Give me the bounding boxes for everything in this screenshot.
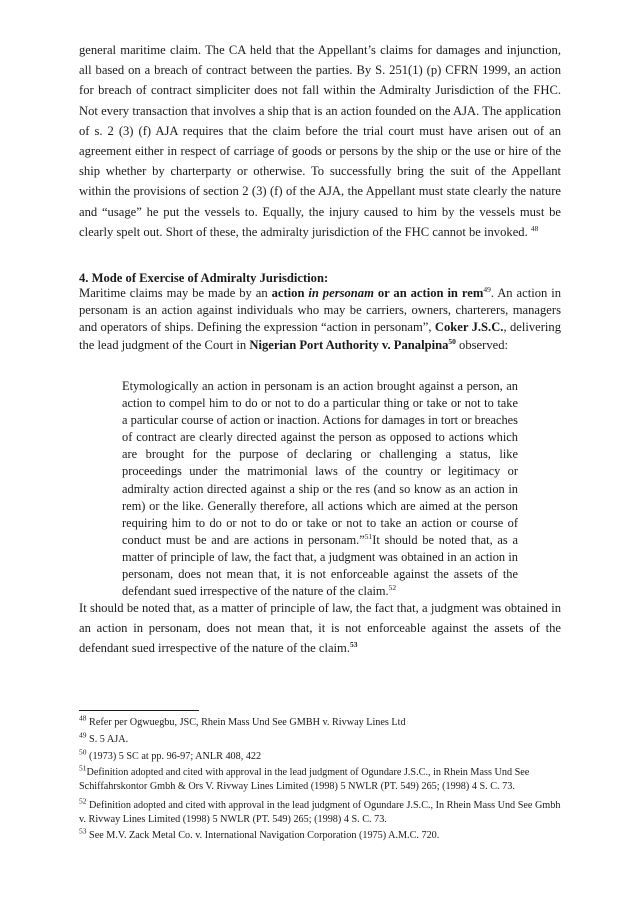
body-paragraph-1 [79,40,561,242]
body-paragraph-3 [79,598,561,659]
quote-text: Etymologically an action in personam is an action brought against a person, an action to compel him to do or not to do a particular thing or take or not to take a particular course of action or inaction. Actions for damages in tort or breaches of contract are clearly directed against the person as opposed to actions which are brought for the purpose of declaring or challenging a status, like proceedings under the matrimonial laws of the country or legitimacy or admiralty action directed against a ship or the res (and so know as an action in rem) or the like. Generally therefore, all actions which are aimed at the person requiring him to do or not to do or take or not to take an action or course of conduct must be and are actions in personam.” [122,379,518,547]
paragraph-text: general maritime claim. The CA held that the Appellant’s claims for damages and injunction, all based on a breach of contract between the parties. By S. 251(1) (p) CFRN 1999, an action for breach of contract simpliciter does not fall within the Admiralty Jurisdiction of the FHC. Not every transaction that involves a ship that is an action founded on the AJA. The application of s. 2 (3) (f) AJA requires that the claim before the trial court must have arisen out of an agreement either in respect of carriage of goods or persons by the ship or the use or hire of the ship whether by charterparty or otherwise. To successfully bring the suit of the Appellant within the provisions of section 2 (3) (f) of the AJA, the Appellant must state clearly the nature and “usage” he put the vessels to. Equally, the injury caused to him by the vessels must be clearly spelt out. Short of these, the admiralty jurisdiction of the FHC cannot be invoked. [79,43,561,239]
footnote-ref-49[interactable]: 49 [483,284,491,294]
footnote-51 [79,763,561,793]
quote-text: It should be noted that, as a matter of principle of law, the fact that, a judgment was obtained in an action in personam, does not mean that, it is not enforceable against the assets of the defendant sued irrespective of the nature of the claim. [122,532,518,599]
footnote-49 [79,730,561,747]
emphasis-action: action [271,286,309,300]
footnote-text: See M.V. Zack Metal Co. v. International Navigation Corporation (1975) A.M.C. 720. [86,830,440,841]
footnote-text: Refer per Ogwuegbu, JSC, Rhein Mass Und See GMBH v. Rivway Lines Ltd [86,717,406,728]
emphasis-in-personam: in personam [308,286,374,300]
footnote-50 [79,747,561,764]
paragraph-text: observed: [455,337,509,352]
footnote-text: (1973) 5 SC at pp. 96-97; ANLR 408, 422 [86,751,262,762]
footnote-ref-52[interactable]: 52 [388,583,397,592]
block-quote [122,378,518,600]
footnote-number: 51 [79,763,87,773]
footnote-number: 53 [79,826,87,836]
footnote-ref-48[interactable]: 48 [530,223,539,233]
footnote-text: Definition adopted and cited with approval in the lead judgment of Ogundare J.S.C., in Rhein Mass Und See Schiffahrskontor Gmbh & Ors V. Rivway Lines Limited (1998) 5 NWLR (PT. 549) 265; (1998) 4 S. C. 73. [79,767,530,792]
footnote-53 [79,826,561,843]
footnote-text: Definition adopted and cited with approval in the lead judgment of Ogundare J.S.C., In Rhein Mass Und See Gmbh v. Rivway Lines Limited (1998) 5 NWLR (PT. 549) 265; (1998) 4 S. C. 73. [79,800,561,825]
case-name: Nigerian Port Authority v. Panalpina [249,337,449,352]
footnote-number: 49 [79,730,87,740]
footnote-48 [79,713,561,730]
footnote-number: 50 [79,747,87,757]
emphasis-in-rem: or an action in rem [373,286,484,300]
paragraph-text: It should be noted that, as a matter of principle of law, the fact that, a judgment was obtained in an action in personam, does not mean that, it is not enforceable against the assets of the defendant sued irrespective of the nature of the claim. [79,601,561,656]
footnote-ref-50[interactable]: 50 [448,336,456,346]
footnote-52 [79,796,561,826]
section-heading: 4. Mode of Exercise of Admiralty Jurisdiction: [79,271,329,285]
footnote-number: 52 [79,796,87,806]
paragraph-text: , delivering the lead judgment of the Court in [79,320,562,352]
footnote-number: 48 [79,713,87,723]
footnote-ref-51[interactable]: 51 [364,531,373,541]
paragraph-text: . An action in personam is an action against individuals who may be carriers, owners, charterers, managers and operators of ships. Defining the expression “action in personam”, [79,286,562,335]
paragraph-text: Maritime claims may be made by an [79,286,272,300]
footnote-ref-53[interactable]: 53 [350,640,358,650]
footnote-text: S. 5 AJA. [86,734,129,745]
body-paragraph-2 [79,285,561,354]
footnote-separator [79,710,199,711]
judge-name: Coker J.S.C. [434,320,504,335]
